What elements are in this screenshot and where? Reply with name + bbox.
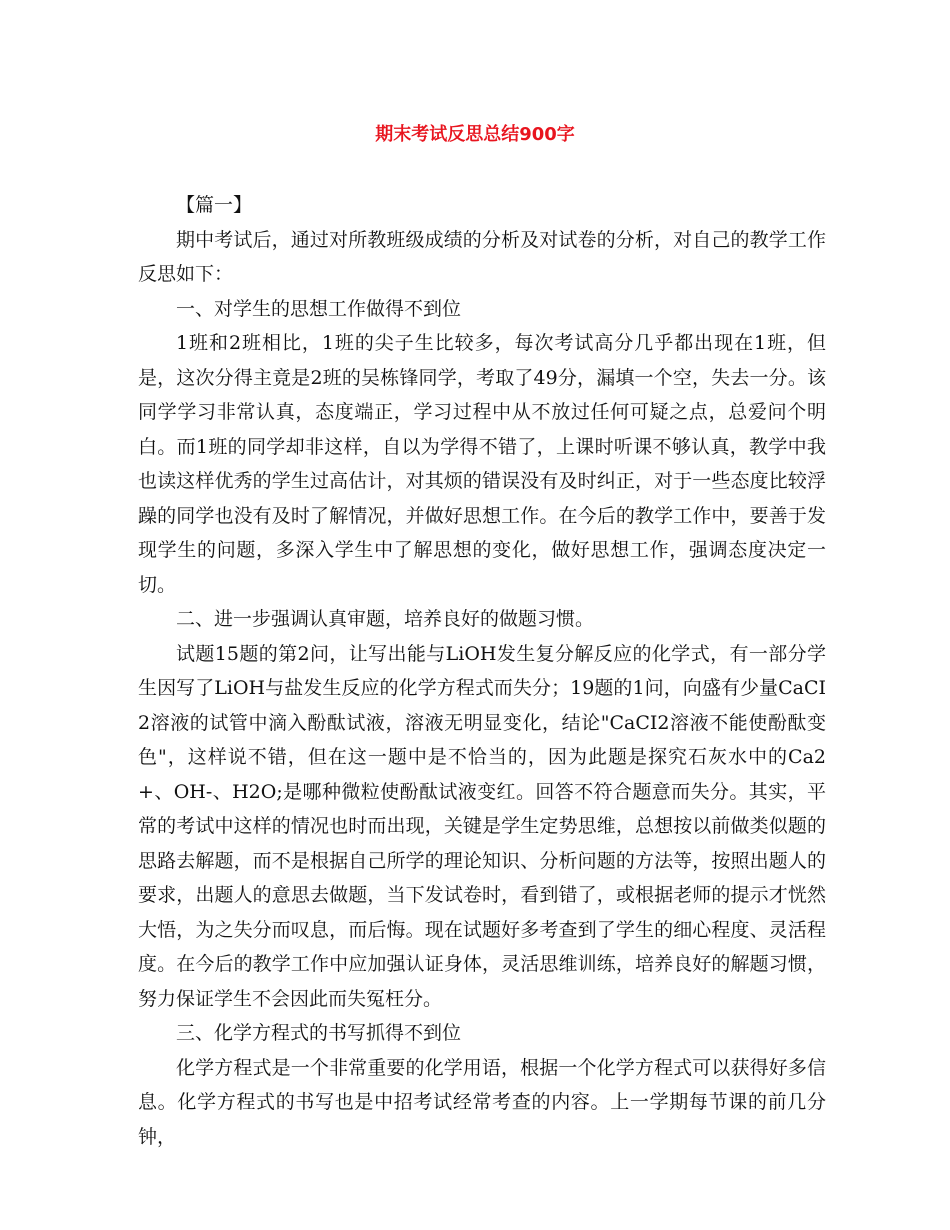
document-body <box>138 188 826 1154</box>
paragraph-1: 1班和2班相比，1班的尖子生比较多，每次考试高分几乎都出现在1班，但是，这次分得主竟是2班的吴栋锋同学，考取了49分，漏填一个空，失去一分。该同学学习非常认真，态度端正，学习过程中从不放过任何可疑之点，总爱问个明白。而1班的同学却非这样，自以为学得不错了，上课时听课不够认真，教学中我也读这样优秀的学生过高估计，对其烦的错误没有及时纠正，对于一些态度比较浮躁的同学也没有及时了解情况，并做好思想工作。在今后的教学工作中，要善于发现学生的问题，多深入学生中了解思想的变化，做好思想工作，强调态度决定一切。 <box>138 332 826 596</box>
section-heading-3: 三、化学方程式的书写抓得不到位 <box>176 1022 462 1044</box>
paragraph-2: 试题15题的第2问，让写出能与LiOH发生复分解反应的化学式，有一部分学生因写了LiOH与盐发生反应的化学方程式而失分；19题的1问，向盛有少量CaCI2溶液的试管中滴入酚酞试液，溶液无明显变化，结论"CaCI2溶液不能使酚酞变色"，这样说不错，但在这一题中是不恰当的，因为此题是探究石灰水中的Ca2+、OH-、H2O;是哪种微粒使酚酞试液变红。回答不符合题意而失分。其实，平常的考试中这样的情况也时而出现，关键是学生定势思维，总想按以前做类似题的思路去解题，而不是根据自己所学的理论知识、分析问题的方法等，按照出题人的要求，出题人的意思去做题，当下发试卷时，看到错了，或根据老师的提示才恍然大悟，为之失分而叹息，而后悔。现在试题好多考查到了学生的细心程度、灵活程度。在今后的教学工作中应加强认证身体，灵活思维训练，培养良好的解题习惯，努力保证学生不会因此而失冤枉分。 <box>138 642 826 1010</box>
paragraph-3: 化学方程式是一个非常重要的化学用语，根据一个化学方程式可以获得好多信息。化学方程式的书写也是中招考试经常考查的内容。上一学期每节课的前几分钟， <box>138 1056 826 1148</box>
section-heading-2: 二、进一步强调认真审题，培养良好的做题习惯。 <box>176 608 595 630</box>
section-heading-1: 一、对学生的思想工作做得不到位 <box>176 297 462 320</box>
document-title: 期末考试反思总结900字 <box>375 124 575 145</box>
section-heading-part-one: 【篇一】 <box>176 194 253 216</box>
paragraph-intro: 期中考试后，通过对所教班级成绩的分析及对试卷的分析，对自己的教学工作反思如下： <box>138 228 826 285</box>
